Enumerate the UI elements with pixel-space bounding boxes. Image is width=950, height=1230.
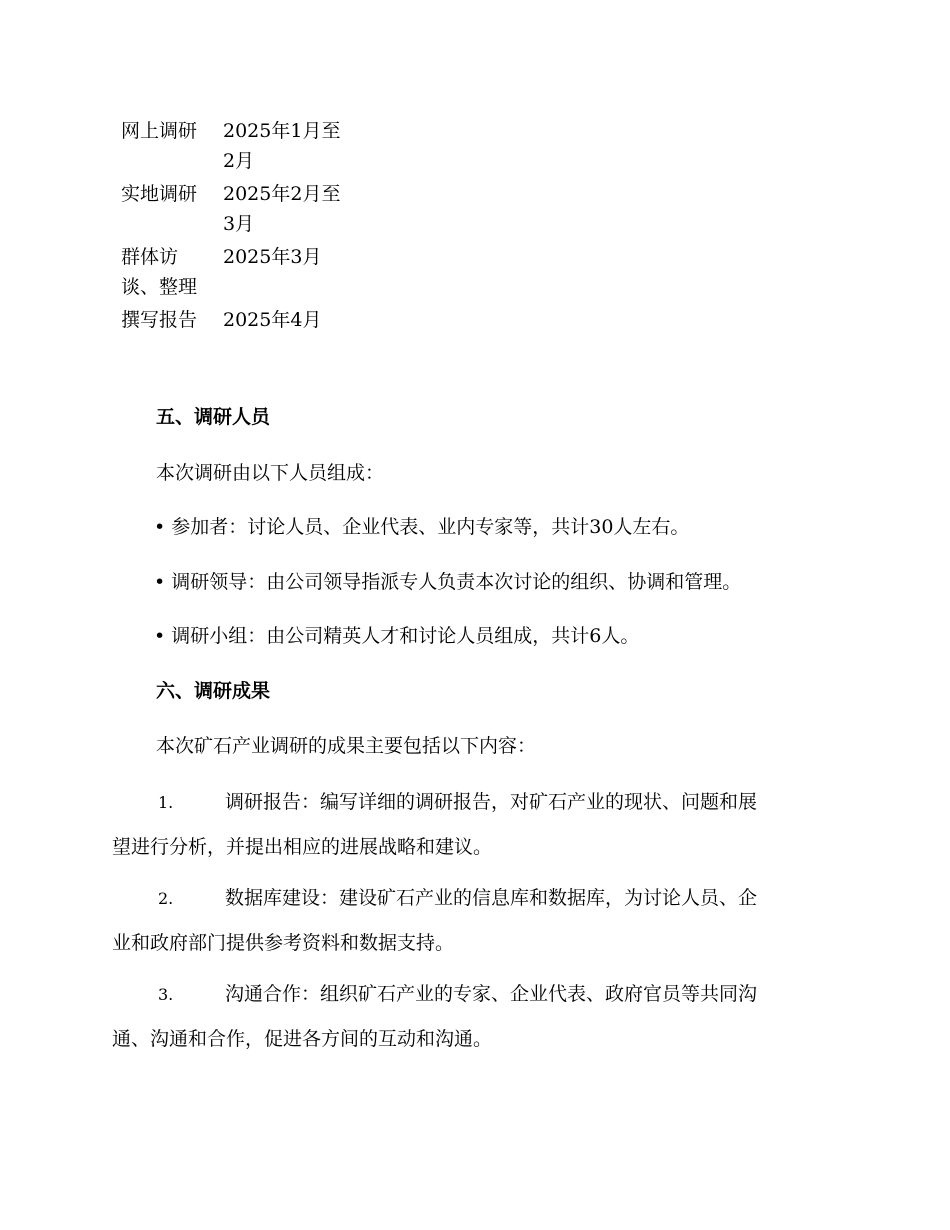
schedule-date: 2025年2月至3月 (223, 183, 341, 235)
schedule-row (121, 179, 351, 239)
item-text-line2: 业和政府部门提供参考资料和数据支持。 (112, 932, 455, 954)
item-text-line2: 通、沟通和合作，促进各方间的互动和沟通。 (112, 1028, 493, 1050)
item-text-line1: 调研报告：编写详细的调研报告，对矿石产业的现状、问题和展 (225, 791, 758, 813)
schedule-stage: 网上调研 (121, 120, 198, 142)
bullet-item: • 参加者：讨论人员、企业代表、业内专家等，共计30人左右。 (154, 516, 690, 538)
bullet-item: • 调研领导：由公司领导指派专人负责本次讨论的组织、协调和管理。 (154, 571, 742, 593)
section-5-heading: 五、调研人员 (156, 406, 271, 428)
schedule-stage: 实地调研 (121, 183, 198, 205)
item-number: 1. (158, 793, 174, 812)
numbered-item (112, 876, 834, 965)
schedule-stage: 撰写报告 (121, 309, 198, 331)
schedule-row (121, 305, 351, 335)
schedule-row (121, 116, 351, 176)
schedule-table (121, 116, 351, 338)
item-number: 3. (158, 985, 174, 1004)
section-6-heading: 六、调研成果 (156, 680, 271, 702)
item-text-line2: 望进行分析，并提出相应的进展战略和建议。 (112, 836, 493, 858)
schedule-date: 2025年1月至2月 (223, 120, 341, 172)
section-5-intro: 本次调研由以下人员组成： (156, 462, 385, 484)
schedule-date: 2025年3月 (223, 246, 322, 268)
item-text-line1: 沟通合作：组织矿石产业的专家、企业代表、政府官员等共同沟 (225, 983, 758, 1005)
numbered-item (112, 972, 834, 1061)
item-text-line1: 数据库建设：建设矿石产业的信息库和数据库，为讨论人员、企 (225, 887, 758, 909)
bullet-item: • 调研小组：由公司精英人才和讨论人员组成，共计6人。 (154, 625, 640, 647)
item-number: 2. (158, 889, 174, 908)
section-6-intro: 本次矿石产业调研的成果主要包括以下内容： (156, 735, 537, 757)
schedule-stage: 群体访谈、整理 (121, 246, 198, 298)
schedule-row (121, 242, 351, 302)
schedule-date: 2025年4月 (223, 309, 322, 331)
numbered-item (112, 780, 834, 869)
